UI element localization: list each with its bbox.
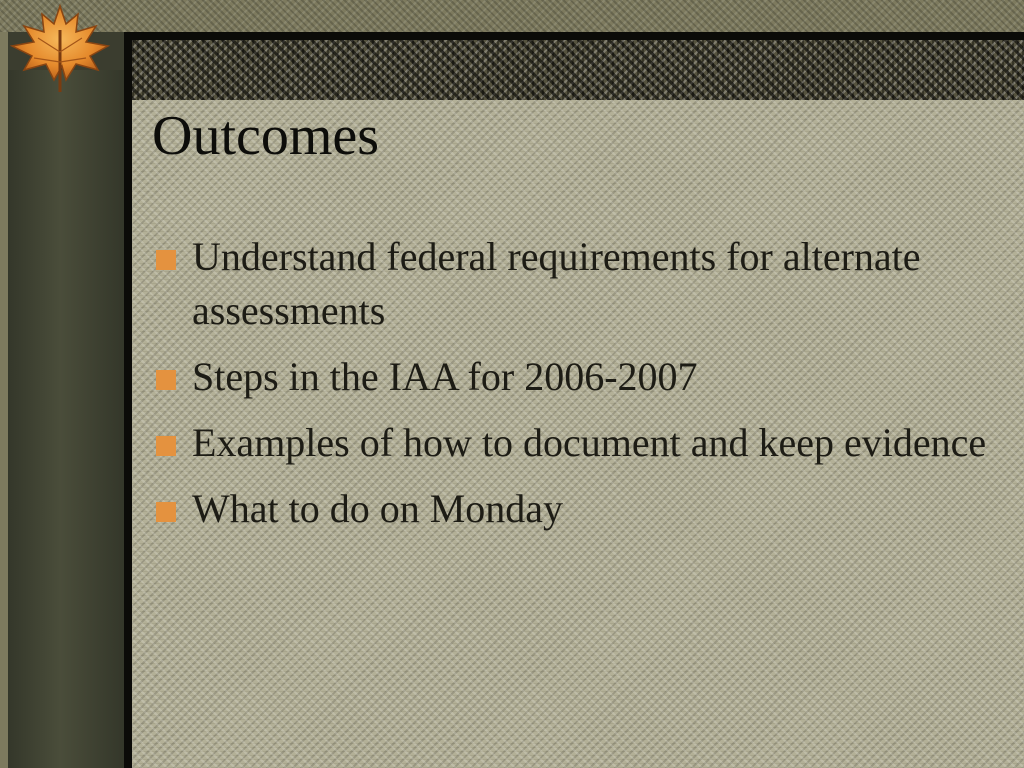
- bullet-text: Examples of how to document and keep evidence: [192, 420, 987, 465]
- bullet-item: [154, 230, 1004, 338]
- square-bullet-icon: [156, 436, 176, 456]
- bullet-text: What to do on Monday: [192, 486, 564, 531]
- slide-title: Outcomes: [152, 105, 380, 167]
- bullet-item: [154, 416, 1004, 470]
- slide-content: [132, 40, 1024, 768]
- maple-leaf-icon: [4, 0, 116, 96]
- top-texture-strip: [0, 0, 1024, 32]
- bullet-item: [154, 350, 1004, 404]
- bullet-item: [154, 482, 1004, 536]
- bullet-text: Steps in the IAA for 2006-2007: [192, 354, 698, 399]
- bullet-text: Understand federal requirements for alternate assessments: [192, 234, 921, 333]
- square-bullet-icon: [156, 370, 176, 390]
- square-bullet-icon: [156, 502, 176, 522]
- left-edge-strip: [0, 32, 8, 768]
- left-side-panel: [8, 70, 124, 768]
- square-bullet-icon: [156, 250, 176, 270]
- bullet-list: [154, 230, 1004, 548]
- header-texture-band: [132, 40, 1024, 100]
